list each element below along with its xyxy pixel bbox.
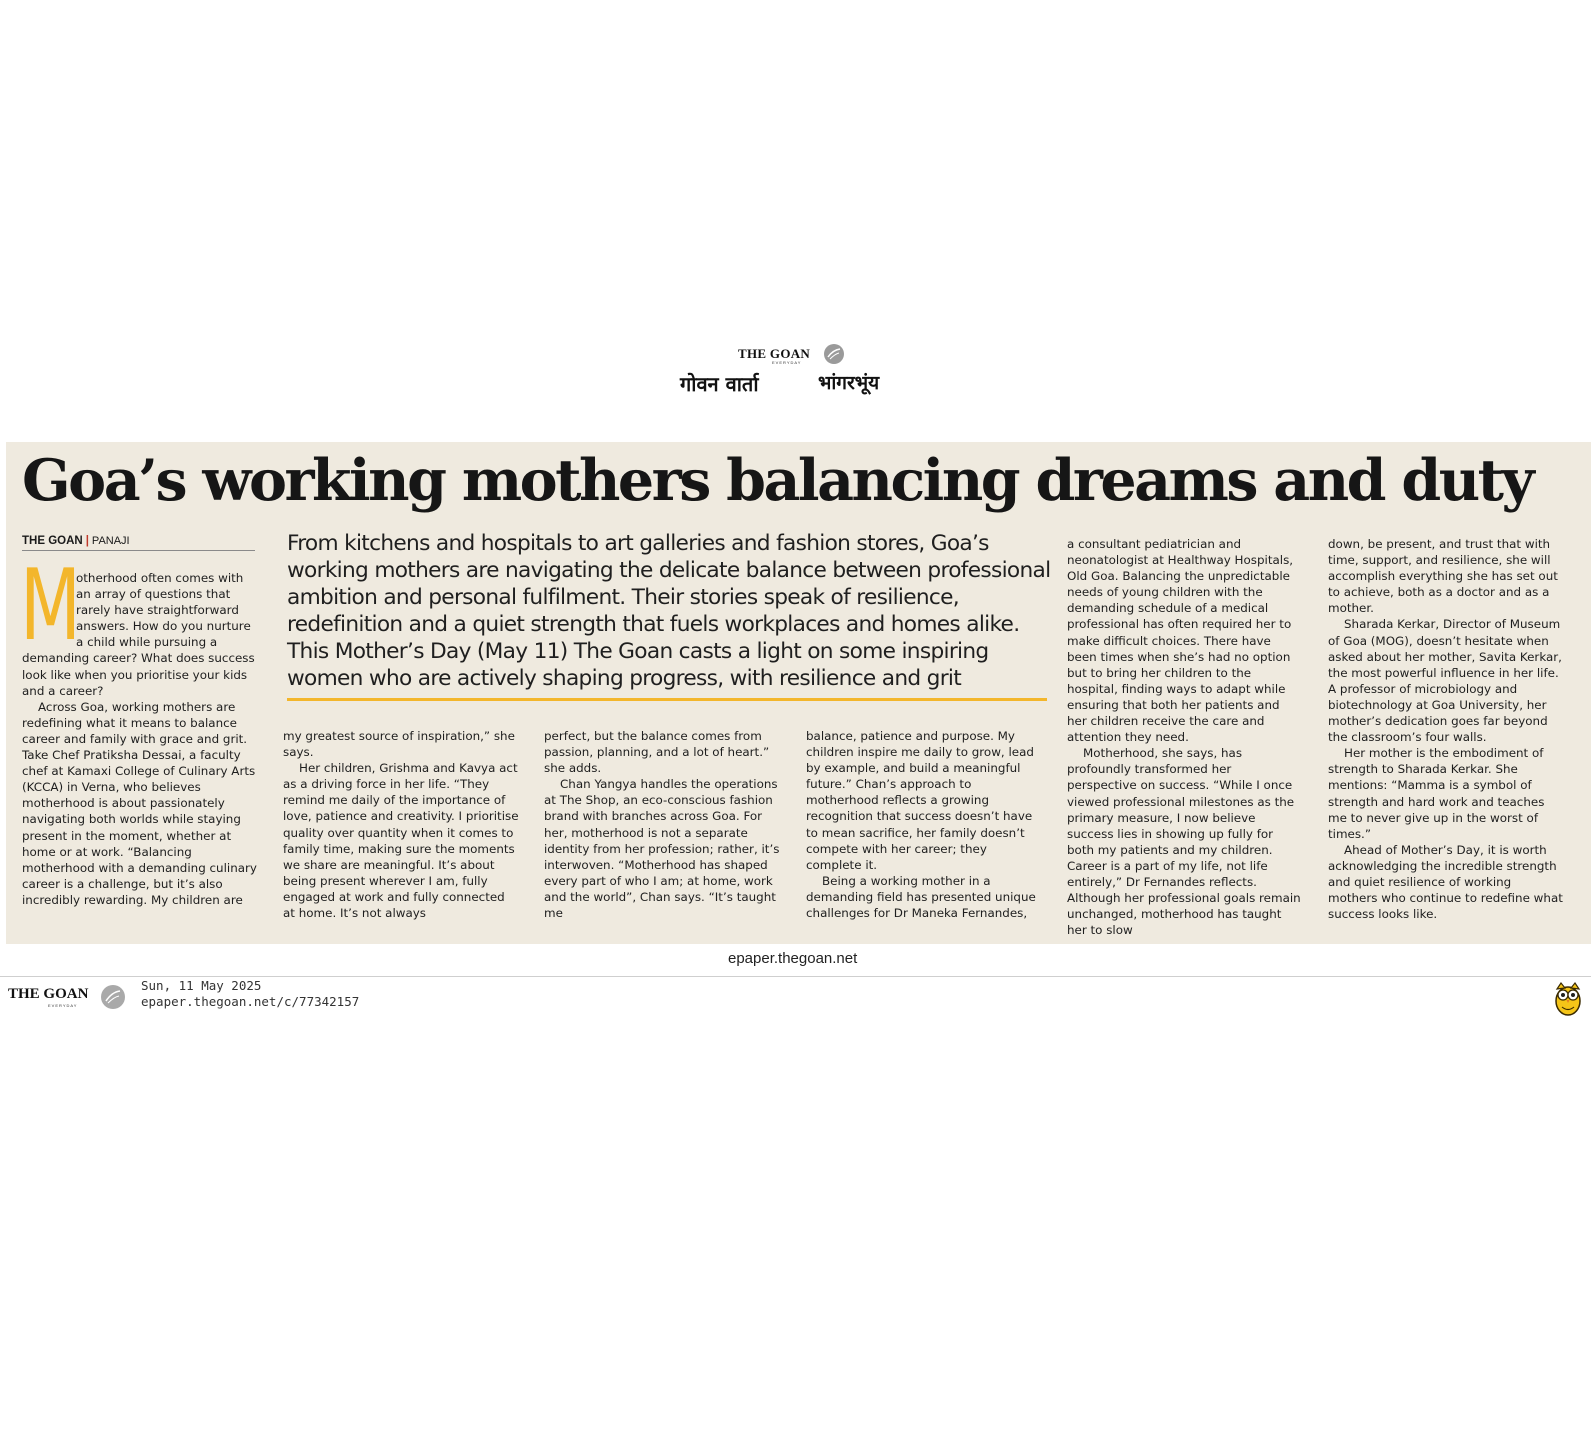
body-paragraph: balance, patience and purpose. My children inspire me daily to grow, lead by example, and build a meaningful future.” Chan’s approach to motherhood reflects a growing recognition that success doesn’t have to mean sacrifice, her family doesn’t compete with her career; they complete it. [806,729,1034,872]
article-column-2 [283,728,519,921]
body-paragraph: a consultant pediatrician and neonatologist at Healthway Hospitals, Old Goa. Balancing the unpredictable needs of young children with the demanding schedule of a medical professional has often required her to make difficult choices. There have been times when she’s had no option but to bring her children to the hospital, finding ways to adapt while ensuring that both her patients and her children receive the care and attention they need. [1067,537,1294,745]
footer-logo-name: THE GOAN [8,986,89,1002]
body-paragraph: Chan Yangya handles the operations at The Shop, an eco-conscious fashion brand with branches across Goa. For her, motherhood is not a separate identity from her profession; rather, it’s interwoven. “Motherhood has shaped every part of who I am; at home, work and the world”, Chan says. “It’s taught me [544,777,780,921]
article-column-1 [20,549,257,908]
body-paragraph: Her children, Grishma and Kavya act as a driving force in her life. “They remind me daily of the importance of love, patience and creativity. I prioritise quality over quantity when it comes to family time, making sure the moments we share are meaningful. It’s about being present wherever I am, fully engaged at work and fully connected at home. It’s not always [283,761,519,921]
masthead-english-name: THE GOAN [738,346,811,361]
footer-logo-tagline: EVERYDAY [48,1003,78,1008]
body-paragraph: Being a working mother in a demanding field has presented unique challenges for Dr Maneka Fernandes, [806,873,1036,921]
body-paragraph: perfect, but the balance comes from passion, planning, and a lot of heart.” she adds. [544,729,770,776]
article [6,442,1591,944]
drop-cap: M [20,549,81,663]
masthead-logos [680,344,910,404]
standfirst-rule [287,698,1047,701]
clip-url[interactable]: epaper.thegoan.net/c/77342157 [141,994,360,1009]
headline: Goa’s working mothers balancing dreams and duty [22,447,1533,514]
byline-source: THE GOAN [22,535,83,547]
body-paragraph: Sharada Kerkar, Director of Museum of Goa (MOG), doesn’t hesitate when asked about her mother, Savita Kerkar, the most powerful influence in her life. A professor of microbiology and biotechnology at Goa University, her mother’s dedication goes far beyond the classroom’s four walls. [1328,617,1562,745]
article-column-4 [806,728,1042,921]
body-paragraph: otherhood often comes with an array of questions that rarely have straightforward answers. How do you nurture a child while pursuing a demanding career? What does success look like when you prioritise your kids and a career? [22,571,255,698]
owl-icon[interactable] [1553,979,1583,1017]
site-url[interactable]: epaper.thegoan.net [728,950,858,967]
globe-icon [101,985,125,1009]
globe-icon [824,344,844,364]
body-paragraph: down, be present, and trust that with time, support, and resilience, she will accomplish everything she has set out to achieve, both as a doctor and as a mother. [1328,537,1558,616]
article-column-5 [1067,536,1303,938]
article-column-3 [544,728,780,921]
masthead-marathi-name: गोवन वार्ता [680,372,759,396]
byline-separator: | [85,535,89,547]
footer-clip-info [141,978,359,1010]
body-paragraph: Motherhood, she says, has profoundly transformed her perspective on success. “While I once viewed professional milestones as the primary measure, I now believe success lies in showing up fully for both my patients and my children. Career is a part of my life, not life entirely,” Dr Fernandes reflects. Although her professional goals remain unchanged, motherhood has taught her to slow [1067,746,1301,938]
body-paragraph: Her mother is the embodiment of strength to Sharada Kerkar. She mentions: “Mamma is a symbol of strength and hard work and teaches me to never give up in the worst of times.” [1328,746,1545,841]
standfirst: From kitchens and hospitals to art galleries and fashion stores, Goa’s working mothers are navigating the delicate balance between professional ambition and personal fulfilment. Their stories speak of resilience, redefinition and a quiet strength that fuels workplaces and homes alike. This Mother’s Day (May 11) The Goan casts a light on some inspiring women who are actively shaping progress, with resilience and grit [287,531,1051,691]
body-paragraph: Across Goa, working mothers are redefining what it means to balance career and family with grace and grit. Take Chef Pratiksha Dessai, a faculty chef at Kamaxi College of Culinary Arts (KCCA) in Verna, who believes motherhood is about passionately navigating both worlds while staying present in the moment, whether at home or at work. “Balancing motherhood with a demanding culinary career is a challenge, but it’s also incredibly rewarding. My children are [22,699,257,907]
masthead-konkani-name: भांगरभूंय [818,372,880,394]
clip-date: Sun, 11 May 2025 [141,978,262,993]
footer-divider [0,976,1591,977]
body-paragraph: Ahead of Mother’s Day, it is worth acknowledging the incredible strength and quiet resilience of working mothers who continue to redefine what success looks like. [1328,842,1563,922]
masthead-english-tagline: EVERYDAY [772,360,802,365]
byline-place: PANAJI [91,535,130,547]
article-column-6 [1328,536,1564,922]
body-paragraph: my greatest source of inspiration,” she says. [283,729,515,760]
footer-logo [8,984,128,1014]
